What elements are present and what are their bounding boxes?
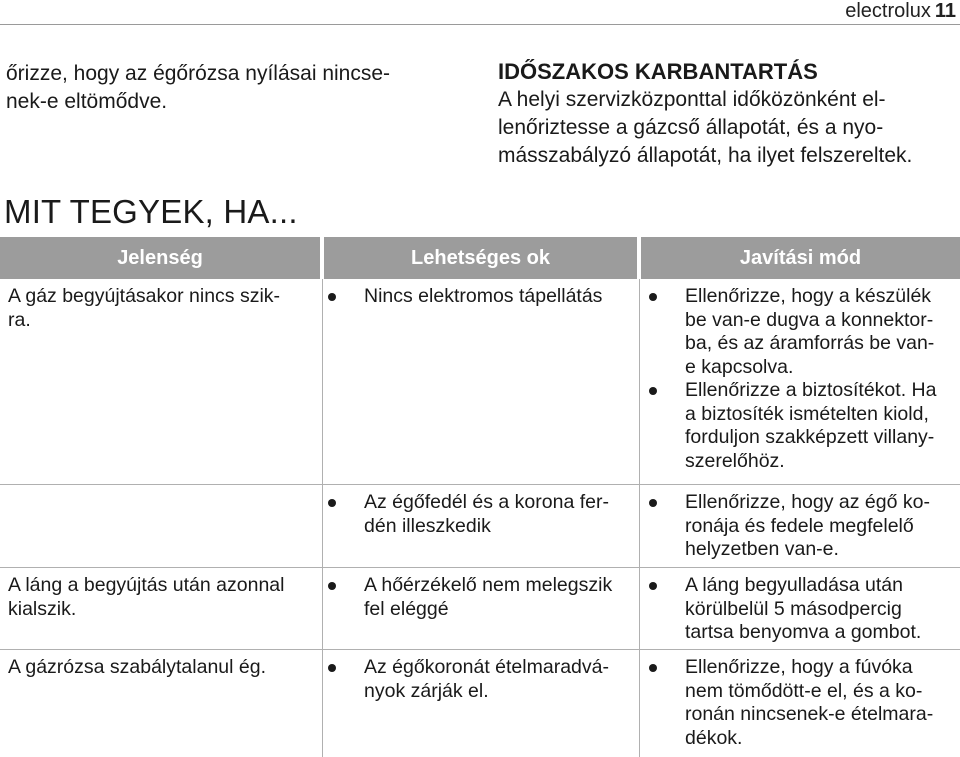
text-line: Ellenőrizze, hogy a fúvóka xyxy=(685,656,913,678)
text-line: A helyi szervizközponttal időközönként el- xyxy=(498,88,886,111)
list-item xyxy=(328,656,637,703)
cause-cell xyxy=(320,285,637,485)
text-line: A gáz begyújtásakor nincs szik- xyxy=(8,285,281,307)
troubleshooting-table xyxy=(0,237,960,757)
symptom-cell xyxy=(0,491,320,568)
text-line: Az égőkoronát ételmaradvá- xyxy=(364,656,609,678)
table-header-row xyxy=(0,237,960,279)
page-number: 11 xyxy=(934,0,956,22)
fix-cell xyxy=(637,491,960,568)
intro-continued-text xyxy=(6,60,476,116)
text-line: másszabályzó állapotát, ha ilyet felszereltek. xyxy=(498,144,913,167)
text-line: helyzetben van-e. xyxy=(685,538,839,560)
cause-cell xyxy=(320,491,637,568)
page-header-brand xyxy=(845,0,956,23)
fix-cell xyxy=(637,656,960,757)
symptom-cell xyxy=(0,574,320,650)
text-line: be van-e dugva a konnektor- xyxy=(685,308,934,331)
table-row xyxy=(0,279,960,485)
column-header-fix: Javítási mód xyxy=(641,237,960,279)
symptom-cell xyxy=(0,656,320,757)
text-line: ronán nincsenek-e ételmara- xyxy=(685,703,934,725)
text-line: a biztosíték ismételten kiold, xyxy=(685,402,929,425)
text-line: Az égőfedél és a korona fer- xyxy=(364,491,609,513)
header-rule xyxy=(0,24,960,25)
text-line: körülbelül 5 másodpercig xyxy=(685,597,902,620)
column-divider xyxy=(639,279,640,757)
text-line: ra. xyxy=(8,308,31,331)
text-line: nyok zárják el. xyxy=(364,679,489,702)
fix-cell xyxy=(637,574,960,650)
text-line: nek-e eltömődve. xyxy=(6,90,168,113)
column-header-cause: Lehetséges ok xyxy=(324,237,637,279)
text-line: A láng a begyújtás után azonnal xyxy=(8,574,285,596)
section-body xyxy=(498,86,960,170)
table-row xyxy=(0,568,960,650)
table-row xyxy=(0,650,960,757)
text-line: e kapcsolva. xyxy=(685,355,794,378)
list-item xyxy=(649,491,960,562)
text-line: tartsa benyomva a gombot. xyxy=(685,621,922,643)
text-line: A gázrózsa szabálytalanul ég. xyxy=(8,656,266,678)
list-item xyxy=(328,491,637,538)
text-line: lenőriztesse a gázcső állapotát, és a nyo- xyxy=(498,116,884,139)
text-line: Ellenőrizze, hogy a készülék xyxy=(685,285,932,307)
fix-cell xyxy=(637,285,960,485)
list-item xyxy=(649,379,960,473)
cause-cell xyxy=(320,574,637,650)
text-line: kialszik. xyxy=(8,597,77,620)
text-line: ba, és az áramforrás be van- xyxy=(685,332,935,354)
maintenance-section xyxy=(498,58,960,170)
text-line: dékok. xyxy=(685,726,743,749)
text-line: nem tömődött-e el, és a ko- xyxy=(685,679,923,702)
column-divider xyxy=(322,279,323,757)
list-item xyxy=(649,656,960,750)
list-item xyxy=(649,285,960,379)
list-item xyxy=(328,574,637,621)
text-line: A hőérzékelő nem melegszik xyxy=(364,574,613,596)
text-line: A láng begyulladása után xyxy=(685,574,903,596)
section-title: IDŐSZAKOS KARBANTARTÁS xyxy=(498,59,818,84)
column-header-symptom: Jelenség xyxy=(0,237,320,279)
symptom-cell xyxy=(0,285,320,485)
text-line: Ellenőrizze a biztosítékot. Ha xyxy=(685,379,937,401)
brand-name: electrolux xyxy=(845,0,931,22)
text-line: fel eléggé xyxy=(364,597,449,620)
text-line: forduljon szakképzett villany- xyxy=(685,426,935,448)
list-item xyxy=(328,285,637,309)
text-line: Nincs elektromos tápellátás xyxy=(364,285,603,307)
text-line: őrizze, hogy az égőrózsa nyílásai nincse- xyxy=(6,62,391,85)
cause-cell xyxy=(320,656,637,757)
troubleshooting-heading: MIT TEGYEK, HA... xyxy=(4,193,298,230)
table-row xyxy=(0,485,960,568)
text-line: szerelőhöz. xyxy=(685,449,785,472)
text-line: Ellenőrizze, hogy az égő ko- xyxy=(685,491,930,513)
text-line: ronája és fedele megfelelő xyxy=(685,514,914,537)
text-line: dén illeszkedik xyxy=(364,514,491,537)
list-item xyxy=(649,574,960,645)
